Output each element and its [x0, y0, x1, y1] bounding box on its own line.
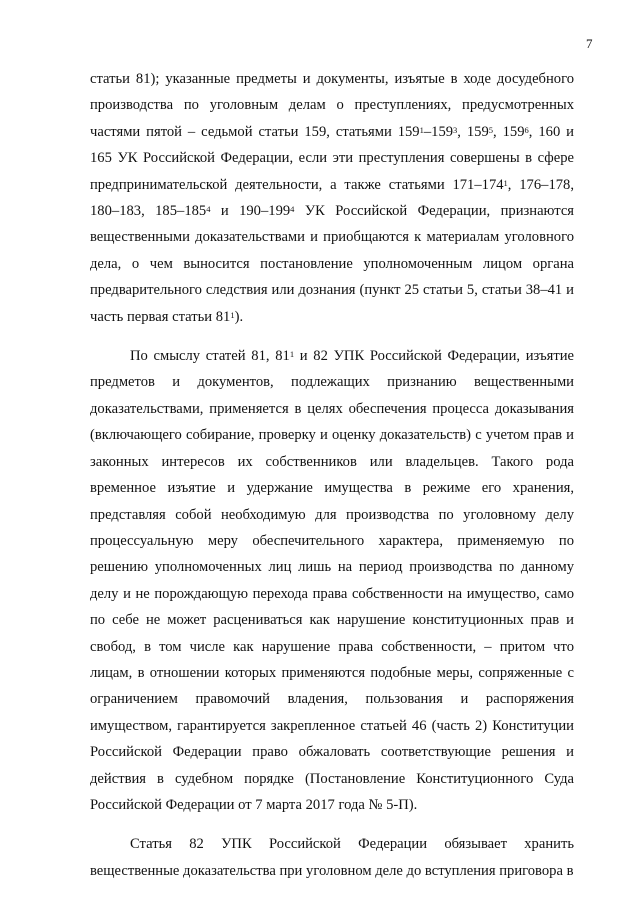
paragraph-3: [90, 831, 574, 884]
text-run: , 159: [493, 123, 525, 140]
paragraph-1: [90, 66, 574, 330]
text-run: и 82 УПК Российской Федерации, изъятие предметов и документов, подлежащих признанию вещественными доказательствами, применяется в целях обеспечения процесса доказывания (включающего собирание, проверку и оценку доказательств) с учетом прав и законных интересов их собственников или владельцев. Такого рода временное изъятие и удержание имущества в режиме его хранения, представляя собой необходимую для производства по уголовному делу процессуальную меру обеспечительного характера, применяемую по решению уполномоченных лиц лишь на период производства по данному делу и не порождающую перехода права собственности на имущество, само по себе не может расцениваться как нарушение конституционных прав и свобод, в том числе как нарушение права собственности, – притом что лицам, в отношении которых применяются подобные меры, сопряженные с ограничением правомочий владения, пользования и распоряжения имуществом, гарантируется закрепленное статьей 46 (часть 2) Конституции Российской Федерации право обжаловать соответствующие решения и действия в судебном порядке (Постановление Конституционного Суда Российской Федерации от 7 марта 2017 года № 5-П).: [90, 348, 574, 813]
text-run: статьи 81); указанные предметы и документы, изъятые в ходе досудебного производства по уголовным делам о преступлениях, предусмотренных частями пятой – седьмой статьи 159, статьями 159: [90, 71, 574, 140]
superscript: 4: [290, 204, 295, 215]
superscript: 1: [419, 124, 424, 135]
superscript: 3: [453, 124, 458, 135]
text-run: Статья 82 УПК Российской Федерации обязывает хранить вещественные доказательства при уголовном деле до вступления приговора в: [90, 836, 574, 879]
superscript: 1: [289, 349, 295, 360]
superscript: 5: [488, 124, 494, 135]
text-run: По смыслу статей 81, 81: [130, 348, 290, 365]
text-run: УК Российской Федерации, признаются вещественными доказательствами и приобщаются к материалам уголовного дела, о чем выносится постановление уполномоченным лицом органа предварительного следствия или дознания (пункт 25 статьи 5, статьи 38–41 и часть первая статьи 81: [90, 203, 575, 325]
document-body: [90, 66, 574, 884]
text-run: –159: [423, 123, 454, 140]
page-number: 7: [586, 36, 593, 51]
paragraph-2: [90, 343, 574, 818]
superscript: 4: [206, 204, 211, 215]
text-run: , 160 и 165 УК Российской Федерации, если эти преступления совершены в сфере предпринимательской деятельности, а также статьями 171–174: [90, 123, 574, 193]
superscript: 1: [503, 177, 508, 188]
text-run: и 190–199: [210, 203, 291, 220]
superscript: 6: [524, 124, 529, 135]
superscript: 1: [230, 309, 235, 320]
text-run: ).: [234, 308, 244, 325]
text-run: , 176–178, 180–183, 185–185: [90, 176, 574, 220]
text-run: , 159: [457, 123, 489, 140]
